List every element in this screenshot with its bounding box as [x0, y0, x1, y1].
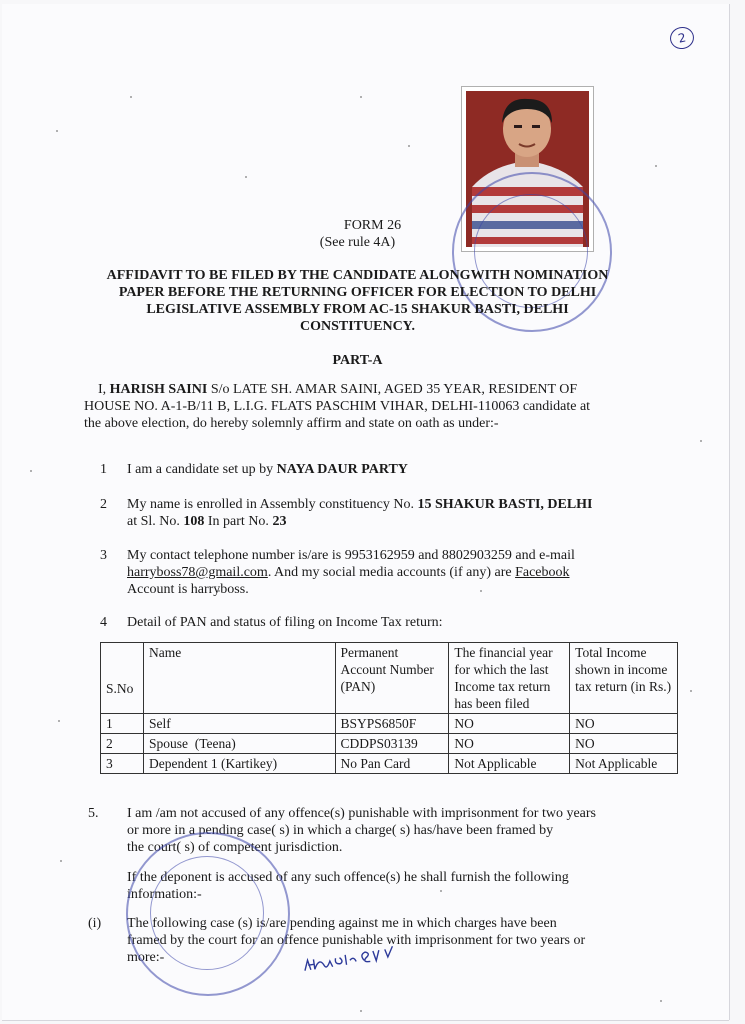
form-rule: (See rule 4A) [319, 235, 396, 250]
table-row: 3 Dependent 1 (Kartikey) No Pan Card Not Applicable Not Applicable [101, 754, 678, 774]
item-2-number: 2 [100, 497, 107, 512]
table-row: 2 Spouse (Teena) CDDPS03139 NO NO [101, 734, 678, 754]
heading-line-1: AFFIDAVIT TO BE FILED BY THE CANDIDATE ALONGWITH NOMINATION [106, 268, 609, 283]
heading-line-4: CONSTITUENCY. [299, 319, 415, 334]
intro-line-2: HOUSE NO. A-1-B/11 B, L.I.G. FLATS PASCHIM VIHAR, DELHI-110063 candidate at [84, 399, 591, 414]
header-name: Name [143, 643, 335, 714]
heading-line-3: LEGISLATIVE ASSEMBLY FROM AC-15 SHAKUR BASTI, DELHI [146, 302, 569, 317]
intro-line-1: I, HARISH SAINI S/o LATE SH. AMAR SAINI, AGED 35 YEAR, RESIDENT OF [98, 382, 578, 397]
table-row: 1 Self BSYPS6850F NO NO [101, 714, 678, 734]
pan-table-header [101, 643, 678, 714]
item-i-line-2: framed by the court for an offence punishable with imprisonment for two years or [127, 933, 586, 948]
item-5-number: 5. [88, 806, 99, 821]
item-3-line-2: harryboss78@gmail.com. And my social media accounts (if any) are Facebook [127, 565, 570, 580]
page-number-mark: 2 [668, 25, 696, 52]
party-name: NAYA DAUR PARTY [276, 462, 408, 477]
header-pan: Permanent Account Number (PAN) [335, 643, 449, 714]
item-2-line-1: My name is enrolled in Assembly constituency No. 15 SHAKUR BASTI, DELHI [127, 497, 593, 512]
item-1-text: I am a candidate set up by NAYA DAUR PARTY [127, 462, 408, 477]
facebook-link[interactable]: Facebook [515, 565, 570, 580]
item-5-line-3: the court( s) of competent jurisdiction. [127, 840, 343, 855]
item-i-line-3: more:- [127, 950, 165, 965]
item-3-line-1: My contact telephone number is/are is 9953162959 and 8802903259 and e-mail [127, 548, 575, 563]
header-financial-year: The financial year for which the last Income tax return has been filed [449, 643, 570, 714]
item-1-number: 1 [100, 462, 107, 477]
item-4-text: Detail of PAN and status of filing on Income Tax return: [127, 615, 443, 630]
email-link[interactable]: harryboss78@gmail.com [127, 565, 268, 580]
notary-seal-bottom [126, 832, 290, 996]
header-sno: S.No [101, 643, 144, 714]
item-i-number: (i) [88, 916, 102, 931]
heading-line-2: PAPER BEFORE THE RETURNING OFFICER FOR ELECTION TO DELHI [118, 285, 597, 300]
item-5-line-2: or more in a pending case( s) in which a charge( s) has/have been framed by [127, 823, 554, 838]
item-4-number: 4 [100, 615, 107, 630]
item-3-line-3: Account is harryboss. [127, 582, 249, 597]
deponent-name: HARISH SAINI [109, 382, 208, 397]
constituency-name: 15 SHAKUR BASTI, DELHI [417, 497, 593, 512]
intro-line-3: the above election, do hereby solemnly affirm and state on oath as under:- [84, 416, 499, 431]
item-i-line-1: The following case (s) is/are pending against me in which charges have been [127, 916, 557, 931]
item-5-para2-line-2: information:- [127, 887, 202, 902]
item-2-line-2: at Sl. No. 108 In part No. 23 [127, 514, 287, 529]
part-heading: PART-A [332, 353, 383, 368]
item-5-para2-line-1: If the deponent is accused of any such offence(s) he shall furnish the following [127, 870, 569, 885]
header-total-income: Total Income shown in income tax return (in Rs.) [570, 643, 678, 714]
pan-table [100, 642, 678, 774]
form-title: FORM 26 [343, 218, 402, 233]
item-3-number: 3 [100, 548, 107, 563]
item-5-line-1: I am /am not accused of any offence(s) punishable with imprisonment for two years [127, 806, 596, 821]
